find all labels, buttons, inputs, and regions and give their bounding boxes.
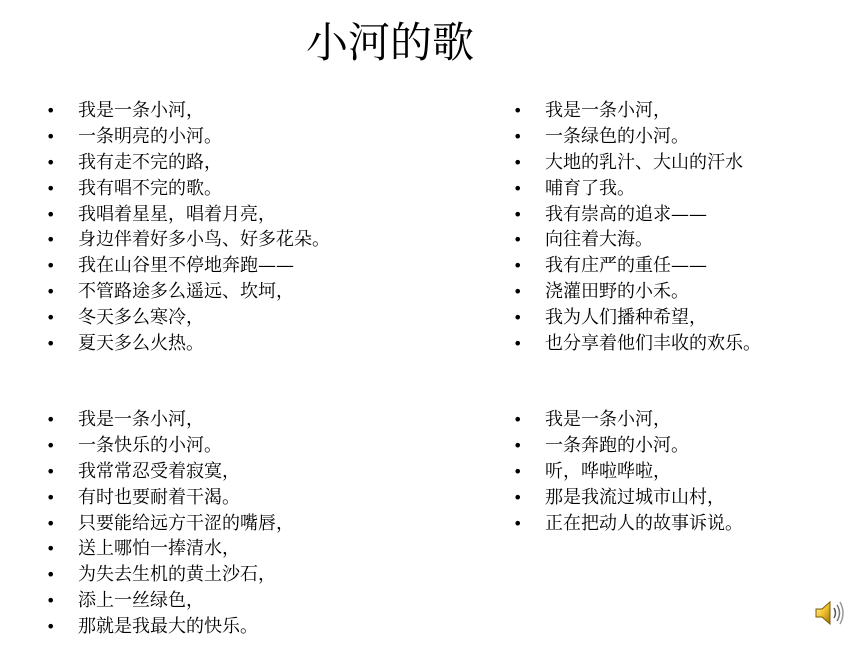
- poem-line: [513, 98, 761, 124]
- poem-line: [513, 407, 743, 433]
- poem-line: [513, 176, 761, 202]
- poem-line: [46, 98, 330, 124]
- bullet-icon: •: [513, 334, 523, 354]
- poem-line: [46, 588, 294, 614]
- poem-line-text: 我在山谷里不停地奔跑——: [78, 255, 294, 277]
- bullet-icon: •: [513, 435, 523, 455]
- poem-line-text: 我常常忍受着寂寞，: [78, 460, 240, 482]
- poem-line-text: 添上一丝绿色，: [78, 590, 204, 612]
- poem-line: [46, 253, 330, 279]
- poem-line: [46, 227, 330, 253]
- poem-line: [513, 459, 743, 485]
- bullet-icon: •: [46, 308, 56, 328]
- poem-line-text: 大地的乳汁、大山的汗水: [545, 151, 743, 173]
- poem-line-text: 也分享着他们丰收的欢乐。: [545, 333, 761, 355]
- poem-line-text: 我有走不完的路，: [78, 151, 222, 173]
- poem-line-text: 我是一条小河，: [78, 100, 204, 121]
- poem-line: [46, 150, 330, 176]
- poem-line-text: 那是我流过城市山村，: [545, 486, 725, 508]
- poem-line-text: 我有崇高的追求——: [545, 203, 707, 225]
- bullet-icon: •: [46, 565, 56, 585]
- bullet-icon: •: [46, 591, 56, 611]
- poem-line: [513, 253, 761, 279]
- poem-line: [513, 485, 743, 511]
- poem-line: [46, 331, 330, 357]
- bullet-icon: •: [46, 410, 56, 429]
- poem-line-text: 我是一条小河，: [545, 409, 671, 430]
- poem-line: [513, 279, 761, 305]
- poem-line-text: 我是一条小河，: [545, 100, 671, 121]
- poem-line: [513, 305, 761, 331]
- bullet-icon: •: [513, 152, 523, 172]
- stanza-3: [46, 407, 294, 640]
- poem-line: [46, 511, 294, 537]
- bullet-icon: •: [46, 126, 56, 146]
- page-title: 小河的歌: [305, 18, 474, 67]
- bullet-icon: •: [46, 282, 56, 302]
- bullet-icon: •: [46, 435, 56, 455]
- bullet-icon: •: [46, 256, 56, 276]
- bullet-icon: •: [46, 487, 56, 507]
- poem-line: [46, 433, 294, 459]
- bullet-icon: •: [46, 513, 56, 533]
- poem-line-text: 我是一条小河，: [78, 409, 204, 430]
- poem-line: [513, 331, 761, 357]
- bullet-icon: •: [513, 282, 523, 302]
- poem-line-text: 向往着大海。: [545, 229, 653, 251]
- poem-line-text: 听，哗啦哗啦，: [545, 460, 671, 482]
- bullet-icon: •: [513, 410, 523, 429]
- poem-line-text: 我有唱不完的歌。: [78, 177, 222, 199]
- stanza-1: [46, 98, 330, 357]
- poem-line-text: 为失去生机的黄土沙石，: [78, 564, 276, 586]
- poem-line-text: 只要能给远方干涩的嘴唇，: [78, 512, 294, 534]
- poem-line: [46, 407, 294, 433]
- poem-line: [46, 536, 294, 562]
- poem-line-text: 有时也要耐着干渴。: [78, 486, 240, 508]
- poem-line-text: 哺育了我。: [545, 177, 635, 199]
- poem-line-text: 冬天多么寒冷，: [78, 307, 204, 329]
- bullet-icon: •: [513, 487, 523, 507]
- stanza-2: [513, 98, 761, 357]
- poem-line-text: 不管路途多么遥远、坎坷，: [78, 281, 294, 303]
- poem-line: [46, 124, 330, 150]
- poem-line-text: 身边伴着好多小鸟、好多花朵。: [78, 229, 330, 251]
- poem-line: [46, 176, 330, 202]
- bullet-icon: •: [513, 461, 523, 481]
- poem-line-text: 送上哪怕一捧清水，: [78, 538, 240, 560]
- poem-line: [513, 227, 761, 253]
- poem-line: [513, 511, 743, 537]
- poem-line-text: 浇灌田野的小禾。: [545, 281, 689, 303]
- poem-line: [46, 459, 294, 485]
- bullet-icon: •: [513, 178, 523, 198]
- bullet-icon: •: [46, 461, 56, 481]
- bullet-icon: •: [46, 152, 56, 172]
- poem-line: [46, 202, 330, 228]
- poem-line: [46, 305, 330, 331]
- bullet-icon: •: [513, 230, 523, 250]
- poem-line-text: 一条奔跑的小河。: [545, 434, 689, 456]
- bullet-icon: •: [46, 334, 56, 354]
- poem-line-text: 我有庄严的重任——: [545, 255, 707, 277]
- poem-line-text: 一条明亮的小河。: [78, 125, 222, 147]
- poem-line: [513, 124, 761, 150]
- poem-line-text: 一条快乐的小河。: [78, 434, 222, 456]
- poem-line-text: 我为人们播种希望，: [545, 307, 707, 329]
- bullet-icon: •: [513, 204, 523, 224]
- poem-line: [46, 485, 294, 511]
- bullet-icon: •: [513, 101, 523, 120]
- bullet-icon: •: [46, 101, 56, 120]
- bullet-icon: •: [513, 513, 523, 533]
- poem-line: [46, 279, 330, 305]
- bullet-icon: •: [46, 178, 56, 198]
- speaker-icon[interactable]: [812, 596, 846, 630]
- stanza-4: [513, 407, 743, 536]
- bullet-icon: •: [513, 256, 523, 276]
- poem-line-text: 一条绿色的小河。: [545, 125, 689, 147]
- poem-line-text: 夏天多么火热。: [78, 333, 204, 355]
- bullet-icon: •: [513, 308, 523, 328]
- poem-line: [513, 202, 761, 228]
- poem-line-text: 我唱着星星，唱着月亮，: [78, 203, 276, 225]
- bullet-icon: •: [46, 204, 56, 224]
- bullet-icon: •: [46, 539, 56, 559]
- poem-line: [513, 150, 761, 176]
- bullet-icon: •: [46, 230, 56, 250]
- bullet-icon: •: [46, 617, 56, 637]
- bullet-icon: •: [513, 126, 523, 146]
- poem-line-text: 那就是我最大的快乐。: [78, 616, 258, 638]
- poem-line: [46, 614, 294, 640]
- poem-line-text: 正在把动人的故事诉说。: [545, 512, 743, 534]
- poem-line: [46, 562, 294, 588]
- poem-line: [513, 433, 743, 459]
